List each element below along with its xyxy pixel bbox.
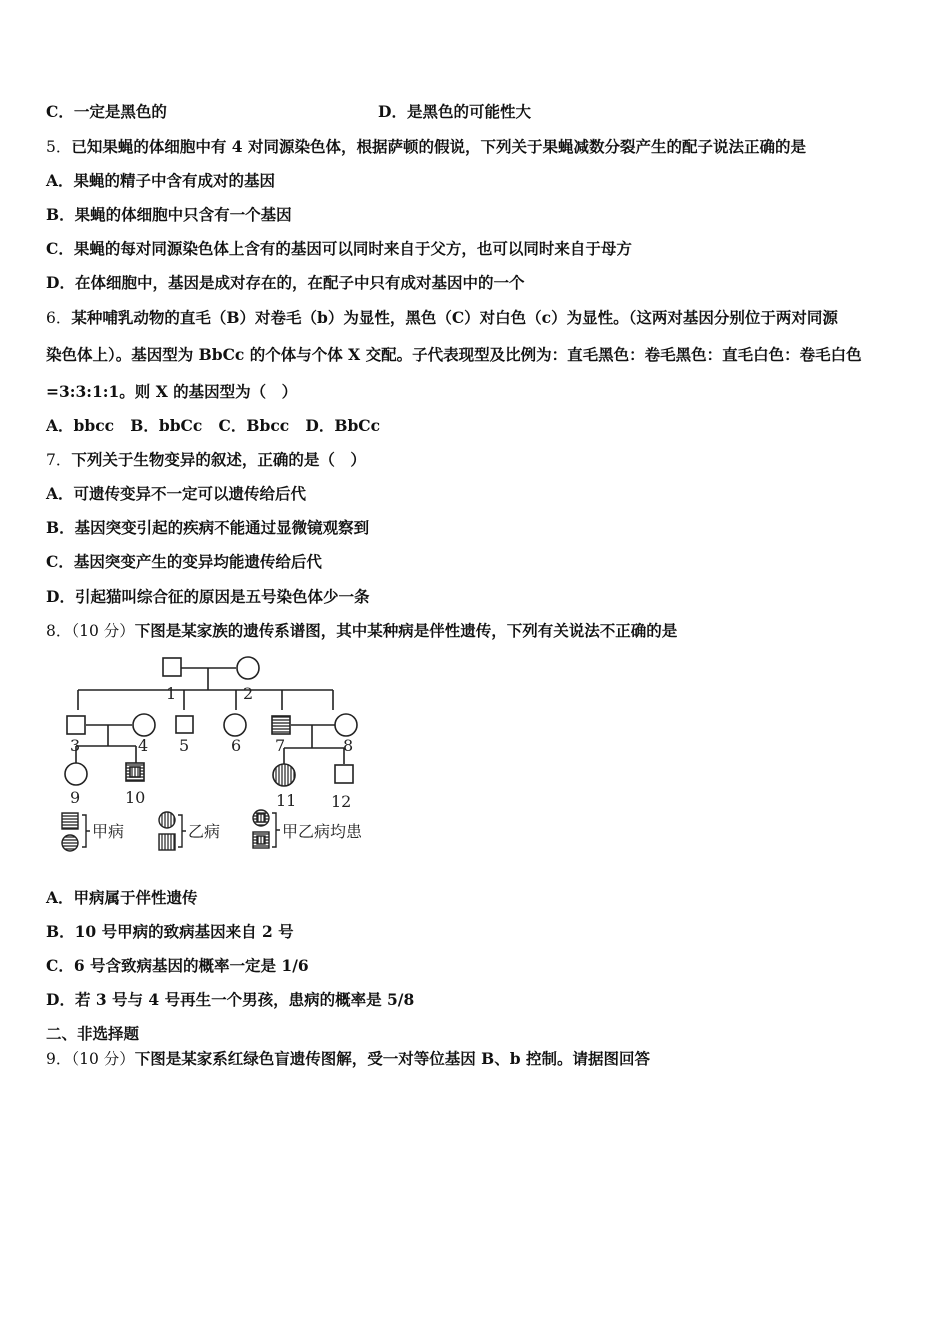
q9-stem [46, 1049, 650, 1069]
q7-option-d: D．引起猫叫综合征的原因是五号染色体少一条 [46, 587, 370, 606]
q8-stem [46, 621, 677, 641]
q5-option-c: C．果蝇的每对同源染色体上含有的基因可以同时来自于父方，也可以同时来自于母方 [46, 239, 632, 258]
legend-yi-circle [159, 812, 175, 828]
q7-number: 7． [46, 451, 72, 469]
q4-option-d: D．是黑色的可能性大 [378, 102, 531, 121]
individual-4 [133, 714, 155, 736]
q8-option-d: D．若 3 号与 4 号再生一个男孩，患病的概率是 5/8 [46, 990, 415, 1009]
q8-option-c: C．6 号含致病基因的概率一定是 1/6 [46, 956, 309, 975]
q6-stem-line2: 染色体上）。基因型为 BbCc 的个体与个体 X 交配。子代表现型及比例为：直毛黑色：卷毛黑色：直毛白色：卷毛白色 [46, 345, 862, 364]
label-11: 11 [276, 791, 297, 810]
individual-3 [67, 716, 85, 734]
q6-option-d: D．BbCc [305, 416, 381, 435]
q6-option-b: B．bbCc [130, 416, 203, 435]
q7-option-c: C．基因突变产生的变异均能遗传给后代 [46, 552, 322, 571]
individual-8 [335, 714, 357, 736]
legend-jia-label: 甲病 [92, 822, 125, 841]
individual-5 [176, 716, 193, 733]
q6-option-c: C．Bbcc [218, 416, 290, 435]
legend-yi-label: 乙病 [188, 822, 221, 841]
q5-option-d: D．在体细胞中，基因是成对存在的，在配子中只有成对基因中的一个 [46, 273, 525, 292]
label-3: 3 [70, 736, 81, 755]
label-1: 1 [166, 684, 177, 703]
label-7: 7 [275, 736, 286, 755]
q8-score: （10 分） [71, 622, 135, 640]
legend-yi-square [159, 834, 175, 850]
individual-7 [272, 716, 290, 734]
q7-option-b: B．基因突变引起的疾病不能通过显微镜观察到 [46, 518, 370, 537]
individual-2 [237, 657, 259, 679]
q8-option-b: B．10 号甲病的致病基因来自 2 号 [46, 922, 294, 941]
individual-6 [224, 714, 246, 736]
q8-stem-text: 下图是某家族的遗传系谱图，其中某种病是伴性遗传，下列有关说法不正确的是 [134, 621, 678, 640]
q8-number: 8． [46, 622, 72, 640]
q4-option-c: C．一定是黑色的 [46, 102, 167, 121]
label-6: 6 [231, 736, 242, 755]
pedigree-chart [50, 650, 400, 860]
legend-jia-circle [62, 835, 78, 851]
q6-options [46, 416, 380, 436]
legend-jia-square [62, 813, 78, 829]
q6-stem-line3: =3:3:1:1。则 X 的基因型为（ ） [46, 382, 298, 401]
q6-stem-text-1: 某种哺乳动物的直毛（B）对卷毛（b）为显性，黑色（C）对白色（c）为显性。（这两对基因分别位于两对同源 [71, 308, 838, 327]
q5-stem [46, 137, 806, 157]
q6-option-a: A．bbcc [46, 416, 115, 435]
individual-1 [163, 658, 181, 676]
q7-stem-text: 下列关于生物变异的叙述，正确的是（ ） [71, 450, 366, 469]
label-10: 10 [125, 788, 146, 807]
q9-number: 9． [46, 1050, 72, 1068]
q7-stem [46, 450, 366, 470]
q5-option-a: A．果蝇的精子中含有成对的基因 [46, 171, 276, 190]
section-2-title: 二、非选择题 [46, 1024, 140, 1043]
q9-score: （10 分） [71, 1050, 135, 1068]
q5-option-b: B．果蝇的体细胞中只含有一个基因 [46, 205, 292, 224]
q8-option-a: A．甲病属于伴性遗传 [46, 888, 198, 907]
q6-stem-line1 [46, 308, 838, 328]
q9-stem-text: 下图是某家系红绿色盲遗传图解，受一对等位基因 B、b 控制。请据图回答 [134, 1049, 651, 1068]
q6-number: 6． [46, 309, 72, 327]
q5-stem-text: 已知果蝇的体细胞中有 4 对同源染色体，根据萨顿的假说，下列关于果蝇减数分裂产生的配子说法正确的是 [71, 137, 806, 156]
individual-9 [65, 763, 87, 785]
label-8: 8 [343, 736, 354, 755]
q5-number: 5． [46, 138, 72, 156]
label-2: 2 [243, 684, 254, 703]
label-4: 4 [138, 736, 149, 755]
label-12: 12 [331, 792, 352, 811]
individual-11 [273, 764, 295, 786]
label-5: 5 [179, 736, 190, 755]
individual-12 [335, 765, 353, 783]
q7-option-a: A．可遗传变异不一定可以遗传给后代 [46, 484, 307, 503]
legend-both-label: 甲乙病均患 [282, 822, 363, 841]
label-9: 9 [70, 788, 81, 807]
